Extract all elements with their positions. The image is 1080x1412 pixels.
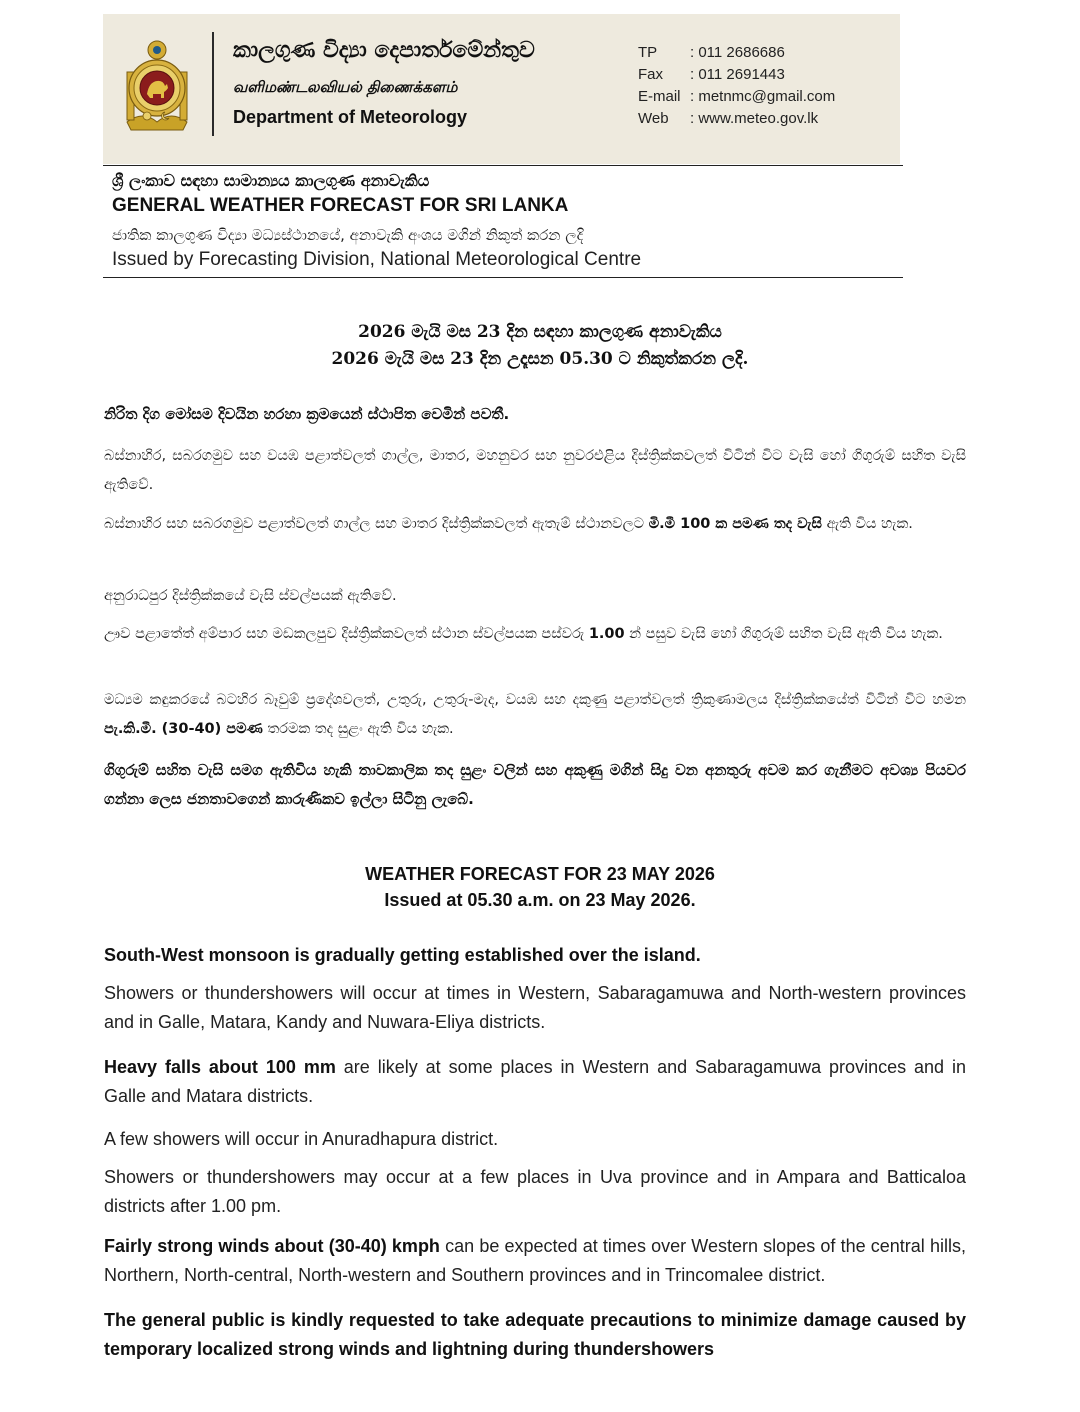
contact-value[interactable]: : www.meteo.gov.lk xyxy=(690,110,819,127)
text-run: බස්නාහිර සහ සබරගමුව පළාත්වලත් ගාල්ල සහ මාතර දිස්ත්‍රික්කවලත් ඇතැම් ස්ථානවලට xyxy=(104,516,649,532)
text-run: can be expected at times over Western slopes of the central hills, Northern, North-central, North-western and Southern provinces and in Trincomalee district. xyxy=(104,1236,966,1285)
text-run-bold: Fairly strong winds about (30-40) kmph xyxy=(104,1236,440,1256)
contact-fax xyxy=(638,64,835,86)
contact-value: : 011 2691443 xyxy=(690,66,785,83)
contact-phone xyxy=(638,42,835,64)
text-run: ඇති විය හැක. xyxy=(821,516,913,532)
department-name-tamil: வளிமண்டலவியல் திணைக்களம் xyxy=(233,78,458,96)
contact-label: Fax xyxy=(638,66,664,83)
contact-label: Web xyxy=(638,110,669,127)
english-forecast-issued-time: Issued at 05.30 a.m. on 23 May 2026. xyxy=(384,890,696,910)
text-run: තරමක තද සුළං ඇති විය හැක. xyxy=(262,721,454,737)
text-run: න් පසුව වැසි හෝ ගිගුරුම් සහිත වැසි ඇති විය හැක. xyxy=(624,626,943,642)
english-paragraph-anuradhapura: A few showers will occur in Anuradhapura district. xyxy=(104,1129,499,1149)
contact-web xyxy=(638,108,835,130)
text-run-bold: 1.00 xyxy=(588,626,625,642)
sinhala-forecast-title: 2026 මැයි මස 23 දින සඳහා කාලගුණ අනාවැකිය xyxy=(358,322,722,342)
sinhala-paragraph-heavy-falls xyxy=(104,510,966,539)
sinhala-forecast-issued-time: 2026 මැයි මස 23 දින උදෑසන 05.30 ට නිකුත්කරන ලදි. xyxy=(331,349,749,369)
english-paragraph-precautions: The general public is kindly requested to take adequate precautions to minimize damage caused by temporary localized strong winds and lightning during thundershowers xyxy=(104,1310,966,1359)
sri-lanka-emblem-icon xyxy=(123,36,191,134)
forecast-heading-sinhala: ශ්‍රී ලංකාව සඳහා සාමාන්‍යය කාලගුණ අනාවැකිය xyxy=(112,171,430,190)
issuer-english: Issued by Forecasting Division, National Meteorological Centre xyxy=(112,249,642,270)
header-bottom-rule xyxy=(103,277,903,278)
english-paragraph-monsoon: South-West monsoon is gradually getting established over the island. xyxy=(104,945,701,965)
sinhala-paragraph-precautions: ගිගුරුම් සහිත වැසි සමග ඇතිවිය හැකි තාවකාලික තද සුළං වලින් සහ අකුණු මගින් සිදු වන අනතුරු අවම කර ගැනීමට අවශ්‍ය පියවර ගන්නා ලෙස ජනතාවගෙන් කාරුණිකව ඉල්ලා සිටිනු ලැබේ. xyxy=(104,761,966,808)
letterhead-divider xyxy=(212,32,214,136)
sinhala-paragraph-monsoon: නිරිත දිග මෝසම දිවයින හරහා ක්‍රමයෙන් ස්ථාපිත වෙමින් පවතී. xyxy=(104,405,510,423)
english-paragraph-winds xyxy=(104,1232,966,1290)
contact-email xyxy=(638,86,835,108)
english-paragraph-showers: Showers or thundershowers will occur at times in Western, Sabaragamuwa and North-western provinces and in Galle, Matara, Kandy and Nuwara-Eliya districts. xyxy=(104,983,966,1032)
english-paragraph-uva: Showers or thundershowers may occur at a few places in Uva province and in Ampara and Batticaloa districts after 1.00 pm. xyxy=(104,1167,966,1216)
text-run: ඌව පළාතේත් අම්පාර සහ මඩකලපුව දිස්ත්‍රික්කවලත් ස්ථාන ස්වල්පයක පස්වරු xyxy=(104,626,589,642)
sinhala-paragraph-uva xyxy=(104,620,966,649)
contact-block xyxy=(638,42,835,130)
text-run-bold: මි.මී 100 ක පමණ තද වැසි xyxy=(648,516,822,532)
sinhala-paragraph-showers: බස්නාහිර, සබරගමුව සහ වයඹ පළාත්වලත් ගාල්ල, මාතර, මහනුවර සහ නුවරඑළිය දිස්ත්‍රික්කවලත් විටින් විට වැසි හෝ ගිගුරුම් සහිත වැසි ඇතිවේ. xyxy=(104,448,966,493)
english-paragraph-heavy-falls xyxy=(104,1053,966,1111)
sinhala-paragraph-winds xyxy=(104,686,966,744)
sinhala-paragraph-anuradhapura: අනුරාධපුර දිස්ත්‍රික්කයේ වැසි ස්වල්පයක් ඇතිවේ. xyxy=(104,588,397,604)
department-name-sinhala: කාලගුණ විද්‍යා දෙපාර්තමේන්තුව xyxy=(233,38,535,63)
contact-value[interactable]: : metnmc@gmail.com xyxy=(690,88,836,105)
text-run-bold: පැ.කි.මී. (30-40) පමණ xyxy=(104,721,263,737)
letterhead xyxy=(103,14,900,164)
forecast-heading-english: GENERAL WEATHER FORECAST FOR SRI LANKA xyxy=(112,195,569,216)
contact-label: E-mail xyxy=(638,88,681,105)
contact-label: TP xyxy=(638,44,658,61)
contact-value: : 011 2686686 xyxy=(690,44,785,61)
text-run-bold: Heavy falls about 100 mm xyxy=(104,1057,336,1077)
issuer-sinhala: ජාතික කාලගුණ විද්‍යා මධ්‍යස්ථානයේ, අනාවැකි අංශය මගින් නිකුත් කරන ලදි xyxy=(112,226,584,244)
english-forecast-title: WEATHER FORECAST FOR 23 MAY 2026 xyxy=(365,864,715,884)
text-run: මධ්‍යම කඳුකරයේ බටහිර බෑවුම් ප්‍රදේශවලත්, උතුරු, උතුරු-මැද, වයඹ සහ දකුණු පළාත්වලත් ත්‍රිකුණාමලය දිස්ත්‍රික්කයේත් විටින් විට හමන xyxy=(104,692,966,708)
header-top-rule xyxy=(103,165,903,166)
department-name-english: Department of Meteorology xyxy=(233,107,468,127)
text-run: are likely at some places in Western and Sabaragamuwa provinces and in Galle and Matara districts. xyxy=(104,1057,966,1106)
